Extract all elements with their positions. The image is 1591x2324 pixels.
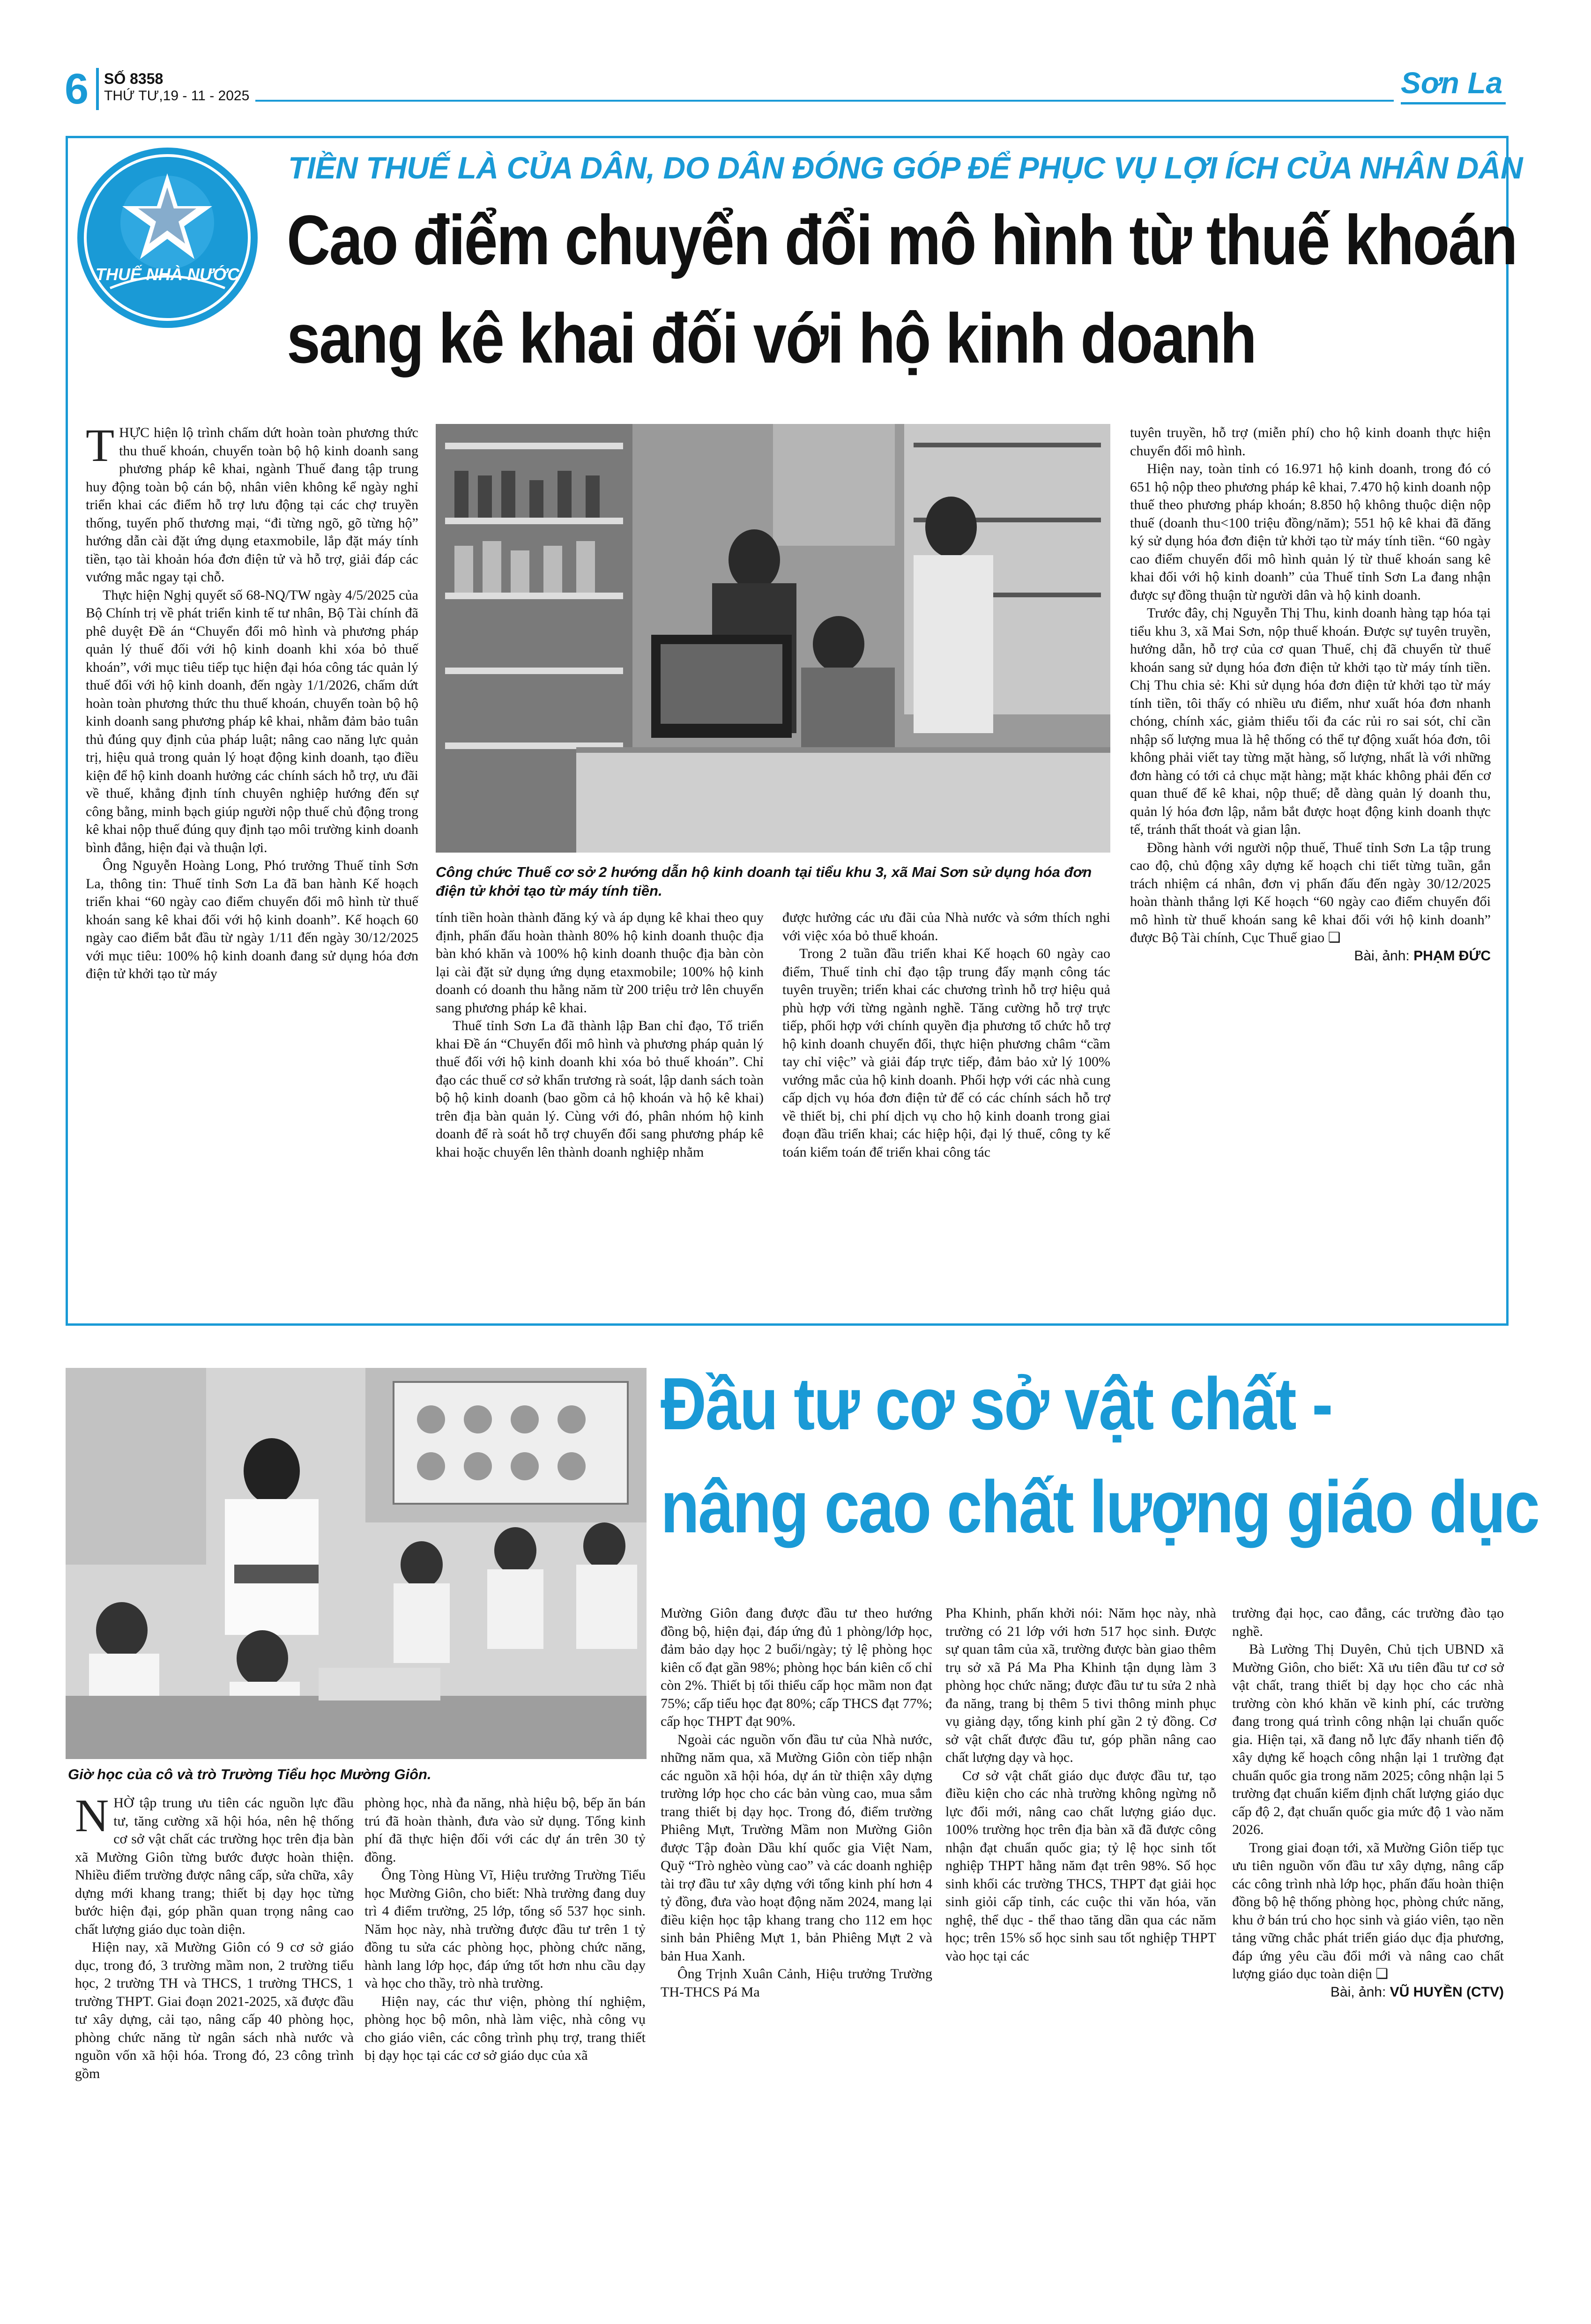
article2-column-2	[364, 1794, 646, 2065]
paragraph: Bà Lường Thị Duyên, Chủ tịch UBND xã Mường Giôn, cho biết: Xã ưu tiên đầu tư cơ sở vật chất, trang thiết bị dạy học cho các nhà trường còn khó khăn về kinh phí, các trường đang trong quá trình công nhận lại chuẩn quốc gia. Hiện tại, xã đang nỗ lực đẩy nhanh tiến độ xây dựng kế hoạch công nhận lại 1 trường đạt chuẩn quốc gia trong năm 2025; công nhận lại 5 trường đạt chuẩn kiểm định chất lượng giáo dục cấp độ 2, đạt chuẩn quốc gia mức độ 1 vào năm 2026.	[1232, 1641, 1504, 1837]
byline-author: VŨ HUYỀN (CTV)	[1390, 1984, 1504, 2000]
article2-column-4	[945, 1604, 1216, 1965]
dropcap: N	[75, 1789, 109, 1841]
article1-column-2	[436, 909, 764, 1161]
star-icon	[77, 148, 258, 328]
article2-title-line2: nâng cao chất lượng giáo dục	[661, 1466, 1539, 1548]
paragraph: phòng học, nhà đa năng, nhà hiệu bộ, bếp ăn bán trú đã hoàn thành, đưa vào sử dụng. Tổng kinh phí đã thực hiện đối với các dự án trên 30 tỷ đồng.	[364, 1795, 646, 1865]
article2-photo-caption: Giờ học của cô và trò Trường Tiểu học Mường Giôn.	[68, 1766, 431, 1782]
article2-photo	[66, 1368, 647, 1759]
article1-title-line2: sang kê khai đối với hộ kinh doanh	[287, 299, 1256, 378]
tax-badge	[77, 148, 258, 328]
article2-title-line1: Đầu tư cơ sở vật chất -	[661, 1363, 1332, 1445]
article1-photo	[436, 424, 1110, 853]
paragraph: tuyên truyền, hỗ trợ (miễn phí) cho hộ kinh doanh thực hiện chuyển đổi mô hình.	[1130, 425, 1491, 459]
paragraph: trường đại học, cao đẳng, các trường đào tạo nghề.	[1232, 1605, 1504, 1639]
dropcap: T	[86, 419, 115, 471]
paragraph: tính tiền hoàn thành đăng ký và áp dụng kê khai theo quy định, phấn đấu hoàn thành 80% hộ kinh doanh thuộc địa bàn khó khăn và 100% hộ kinh doanh thuộc địa bàn còn lại cài đặt sử dụng ứng dụng etaxmobile; 100% hộ kinh doanh có doanh thu hằng năm từ 200 triệu trở lên chuyển sang phương pháp kê khai.	[436, 910, 764, 1016]
article1-kicker: TIỀN THUẾ LÀ CỦA DÂN, DO DÂN ĐÓNG GÓP ĐỂ PHỤC VỤ LỢI ÍCH CỦA NHÂN DÂN	[288, 150, 1523, 185]
paragraph: Trong giai đoạn tới, xã Mường Giôn tiếp tục ưu tiên nguồn vốn đầu tư xây dựng, nâng cấp các công trình nhà lớp học, phấn đấu hoàn thiện đồng bộ hệ thống phòng học, phòng chức năng, khu ở bán trú cho học sinh và giáo viên, tạo nền tảng vững chắc phát triển giáo dục địa phương, đáp ứng yêu cầu đổi mới và nâng cao chất lượng giáo dục toàn diện	[1232, 1840, 1504, 1982]
paragraph: Pha Khinh, phấn khởi nói: Năm học này, nhà trường có 21 lớp với hơn 517 học sinh. Được sự quan tâm của xã, trường được bàn giao thêm trụ sở xã Pá Ma Pha Khinh tận dụng làm 3 phòng học chức năng; được đầu tư tu sửa 2 nhà đa năng, trang bị thêm 5 tivi thông minh phục vụ giảng dạy, tổng kinh phí gần 2 tỷ đồng. Cơ sở vật chất được đầu tư, góp phần nâng cao chất lượng dạy và học.	[945, 1605, 1216, 1765]
paragraph: HỰC hiện lộ trình chấm dứt hoàn toàn phương thức thu thuế khoán, chuyển toàn bộ hộ kinh doanh sang phương pháp kê khai, ngành Thuế đang tập trung huy động toàn bộ cán bộ, nhân viên không kể ngày nghỉ triển khai các điểm hỗ trợ lưu động tại các chợ truyền thống, tuyến phố thương mại, “đi từng ngõ, gõ từng hộ” hướng dẫn cài đặt ứng dụng etaxmobile, lắp đặt máy tính tiền, tạo tài khoản hóa đơn điện tử và hỗ trợ, giải đáp các vướng mắc ngay tại chỗ.	[86, 425, 418, 585]
paragraph: Đồng hành với người nộp thuế, Thuế tỉnh Sơn La tập trung cao độ, chủ động xây dựng kế hoạch chi tiết từng tuần, gắn trách nhiệm cá nhân, đơn vị phấn đấu đến ngày 30/12/2025 hoàn thành thắng lợi Kế hoạch “60 ngày cao điểm chuyển đổi mô hình từ thuế khoán sang kê khai đối với hộ kinh doanh” được Bộ Tài chính, Cục Thuế giao	[1130, 839, 1491, 945]
paragraph: Ông Nguyễn Hoàng Long, Phó trưởng Thuế tỉnh Sơn La, thông tin: Thuế tỉnh Sơn La đã ban hành Kế hoạch triển khai “60 ngày cao điểm chuyển đổi mô hình từ thuế khoán sang kê khai đối với hộ kinh doanh”. Kế hoạch 60 ngày cao điểm bắt đầu từ ngày 1/11 đến ngày 30/12/2025 với mục tiêu: 100% hộ kinh doanh đang sử dụng hóa đơn điện tử khởi tạo từ máy	[86, 858, 418, 981]
byline-label: Bài, ảnh:	[1354, 948, 1410, 964]
article2-column-1	[75, 1789, 354, 2083]
article1-title-line1: Cao điểm chuyển đổi mô hình từ thuế khoán	[287, 200, 1517, 279]
article1-column-1	[86, 419, 418, 983]
paragraph: Ngoài các nguồn vốn đầu tư của Nhà nước, những năm qua, xã Mường Giôn còn tiếp nhận các nguồn xã hội hóa, dự án từ thiện xây dựng trường lớp học cho các bản vùng cao, mua sắm trang thiết bị dạy học. Trong đó, điểm trường Phiêng Mựt, Trường Mầm non Mường Giôn được Tập đoàn Dầu khí quốc gia Việt Nam, Quỹ “Trò nghèo vùng cao” và các doanh nghiệp tài trợ đầu tư xây dựng với tổng kinh phí hơn 4 tỷ đồng, đưa vào hoạt động năm 2024, mang lại điều kiện học tập khang trang cho 112 em học sinh bản Phiêng Mựt 1, bản Phiêng Mựt 2 và bản Hua Xanh.	[661, 1731, 932, 1964]
header-divider	[96, 68, 99, 110]
article1-photo-caption: Công chức Thuế cơ sở 2 hướng dẫn hộ kinh doanh tại tiểu khu 3, xã Mai Sơn sử dụng hóa đơn điện tử khởi tạo từ máy tính tiền.	[436, 864, 1092, 899]
header-rule	[255, 100, 1394, 102]
paragraph: Ông Tòng Hùng Vĩ, Hiệu trưởng Trường Tiểu học Mường Giôn, cho biết: Nhà trường đang duy trì 4 điểm trường, 25 lớp, tổng số 537 học sinh. Năm học này, nhà trường được đầu tư trên 1 tỷ đồng tu sửa các phòng học, phòng chức năng, hành lang lớp học, đáp ứng tốt hơn nhu cầu dạy và học cho thầy, trò nhà trường.	[364, 1867, 646, 1991]
paragraph: Hiện nay, các thư viện, phòng thí nghiệm, phòng học bộ môn, nhà làm việc, nhà công vụ cho giáo viên, các công trình phụ trợ, trang thiết bị dạy học tại các cơ sở giáo dục của xã	[364, 1993, 646, 2063]
tax-badge-text: THUẾ NHÀ NƯỚC	[95, 265, 240, 284]
byline-author: PHẠM ĐỨC	[1413, 948, 1491, 964]
paragraph: HỜ tập trung ưu tiên các nguồn lực đầu tư, tăng cường xã hội hóa, nên hệ thống cơ sở vật chất các trường học trên địa bàn xã Mường Giôn từng bước được hoàn thiện. Nhiều điểm trường được nâng cấp, sửa chữa, xây dựng mới khang trang; thiết bị dạy học từng bước hiện đại, góp phần quan trọng nâng cao chất lượng giáo dục toàn diện.	[75, 1795, 354, 1937]
paragraph: Thực hiện Nghị quyết số 68-NQ/TW ngày 4/5/2025 của Bộ Chính trị về phát triển kinh tế tư nhân, Bộ Tài chính đã phê duyệt Đề án “Chuyển đổi mô hình và phương pháp quản lý thuế đối với hộ kinh doanh khi xóa bỏ thuế khoán”, với mục tiêu tiếp tục hiện đại hóa công tác quản lý thuế đối với hộ kinh doanh, đến ngày 1/1/2026, chấm dứt hoàn toàn phương thức thu thuế khoán, chuyển toàn bộ hộ kinh doanh sang phương pháp kê khai, nhằm đảm bảo tuân thủ đúng quy định của pháp luật; nâng cao năng lực quản trị, hiệu quả trong quản lý hoạt động kinh doanh, tạo điều kiện để hộ kinh doanh hưởng các chính sách hỗ trợ, ưu đãi về thuế, khẳng định tính chuyên nghiệp hướng đến sự công bằng, minh bạch giúp người nộp thuế chủ động trong kê khai nộp thuế đúng quy định tạo môi trường kinh doanh bình đẳng, hiện đại và thuận lợi.	[86, 587, 418, 855]
article1-column-3	[782, 909, 1110, 1161]
paragraph: Ông Trịnh Xuân Cảnh, Hiệu trưởng Trường TH-THCS Pá Ma	[661, 1966, 932, 2000]
section-name: Sơn La	[1401, 66, 1503, 100]
issue-number: SỐ 8358	[104, 70, 164, 87]
issue-date: THỨ TƯ,19 - 11 - 2025	[104, 88, 250, 104]
paragraph: Trước đây, chị Nguyễn Thị Thu, kinh doanh hàng tạp hóa tại tiểu khu 3, xã Mai Sơn, nộp thuế khoán. Được sự tuyên truyền, hướng dẫn, hỗ trợ của cơ quan Thuế, chị đã chuyển từ thuế khoán sang sử dụng hóa đơn điện tử khởi tạo từ máy tính tiền. Chị Thu chia sẻ: Khi sử dụng hóa đơn điện tử khởi tạo từ máy tính tiền, tôi thấy có nhiều ưu điểm, như xuất hóa đơn nhanh chóng, chính xác, giảm thiểu tối đa các rủi ro sai sót, chỉ cần nhập số lượng mua là hệ thống có thể tự động xuất hóa đơn, tôi không phải viết tay từng mặt hàng, số lượng, nhất là với những đơn hàng có tới cả chục mặt hàng; mặt khác không phải đến cơ quan thuế để kê khai, nộp thuế; dễ dàng quản lý doanh thu, quản lý hóa đơn lập, nắm bắt được hoạt động kinh doanh thực tế, tránh thất thoát và gian lận.	[1130, 605, 1491, 837]
end-mark: ❏	[1328, 930, 1341, 945]
paragraph: Hiện nay, xã Mường Giôn có 9 cơ sở giáo dục, trong đó, 3 trường mầm non, 2 trường tiểu học, 2 trường TH và THCS, 1 trường THCS, 1 trường THPT. Giai đoạn 2021-2025, xã được đầu tư xây dựng, cải tạo, nâng cấp 40 phòng học, phòng chức năng từ ngân sách nhà nước và nguồn vốn xã hội hóa. Trong đó, 23 công trình gồm	[75, 1939, 354, 2081]
article2-column-5	[1232, 1604, 1504, 2001]
paragraph: Hiện nay, toàn tỉnh có 16.971 hộ kinh doanh, trong đó có 651 hộ nộp theo phương pháp kê khai, 7.470 hộ kinh doanh nộp thuế theo phương pháp khoán; 8.850 hộ không thuộc diện nộp thuế (doanh thu<100 triệu đồng/năm); 551 hộ kê khai đã đăng ký sử dụng hóa đơn điện tử khởi tạo từ máy tính tiền. “60 ngày cao điểm chuyển đổi mô hình quản lý từ thuế khoán sang kê khai đối với hộ kinh doanh” của Thuế tỉnh Sơn La đang nhận được sự đồng thuận từ người dân và hộ kinh doanh.	[1130, 461, 1491, 603]
article2-column-3	[661, 1604, 932, 2001]
paragraph: Mường Giôn đang được đầu tư theo hướng đồng bộ, hiện đại, đáp ứng đủ 1 phòng/lớp học, đảm bảo dạy học 2 buổi/ngày; tỷ lệ phòng học kiên cố đạt gần 98%; phòng học bán kiên cố chỉ còn 2%. Thiết bị tối thiểu cấp học mầm non đạt 75%; cấp tiểu học đạt 80%; cấp THCS đạt 77%; cấp học THPT đạt 90%.	[661, 1605, 932, 1729]
paragraph: Thuế tỉnh Sơn La đã thành lập Ban chỉ đạo, Tổ triển khai Đề án “Chuyển đổi mô hình và phương pháp quản lý thuế đối với hộ kinh doanh khi xóa bỏ thuế khoán”. Chỉ đạo các thuế cơ sở khẩn trương rà soát, lập danh sách toàn bộ hộ kinh doanh (bao gồm cả hộ khoán và hộ kê khai) trên địa bàn quản lý. Cùng với đó, phân nhóm hộ kinh doanh để rà soát hỗ trợ chuyển đổi sang phương pháp kê khai hoặc chuyển lên thành doanh nghiệp nhằm	[436, 1018, 764, 1160]
paragraph: Cơ sở vật chất giáo dục được đầu tư, tạo điều kiện cho các nhà trường không ngừng nỗ lực đổi mới, nâng cao chất lượng giáo dục. 100% trường học trên địa bàn xã đã được công nhận đạt chuẩn quốc gia; tỷ lệ học sinh tốt nghiệp THPT hằng năm đạt trên 98%. Số học sinh khối các trường THCS, THPT đạt giải học sinh giỏi cấp tỉnh, các cuộc thi văn hóa, văn nghệ, thể dục - thể thao tăng dần qua các năm học; trên 15% số học sinh sau tốt nghiệp THPT vào học tại các	[945, 1767, 1216, 1964]
section-underline	[1401, 102, 1506, 104]
end-mark: ❏	[1375, 1966, 1389, 1982]
paragraph: được hưởng các ưu đãi của Nhà nước và sớm thích nghi với việc xóa bỏ thuế khoán.	[782, 910, 1110, 943]
page-number: 6	[65, 65, 89, 113]
byline-label: Bài, ảnh:	[1330, 1984, 1386, 2000]
paragraph: Trong 2 tuần đầu triển khai Kế hoạch 60 ngày cao điểm, Thuế tỉnh chỉ đạo tập trung đẩy mạnh công tác tuyên truyền; triển khai các chương trình hỗ trợ hiệu quả phù hợp với từng ngành nghề. Tăng cường hỗ trợ trực tiếp, phối hợp với chính quyền địa phương tổ chức hỗ trợ hộ kinh doanh chuyển đổi, thực hiện phương châm “cầm tay chỉ việc” và giải đáp trực tiếp, đảm bảo xử lý 100% vướng mắc của hộ kinh doanh. Phối hợp với các nhà cung cấp dịch vụ hóa đơn điện tử để có các chính sách hỗ trợ về thiết bị, chi phí dịch vụ cho hộ kinh doanh trong giai đoạn đầu triển khai; các hiệp hội, đại lý thuế, công ty kế toán kiểm toán để triển khai công tác	[782, 946, 1110, 1160]
article1-column-4	[1130, 424, 1491, 965]
